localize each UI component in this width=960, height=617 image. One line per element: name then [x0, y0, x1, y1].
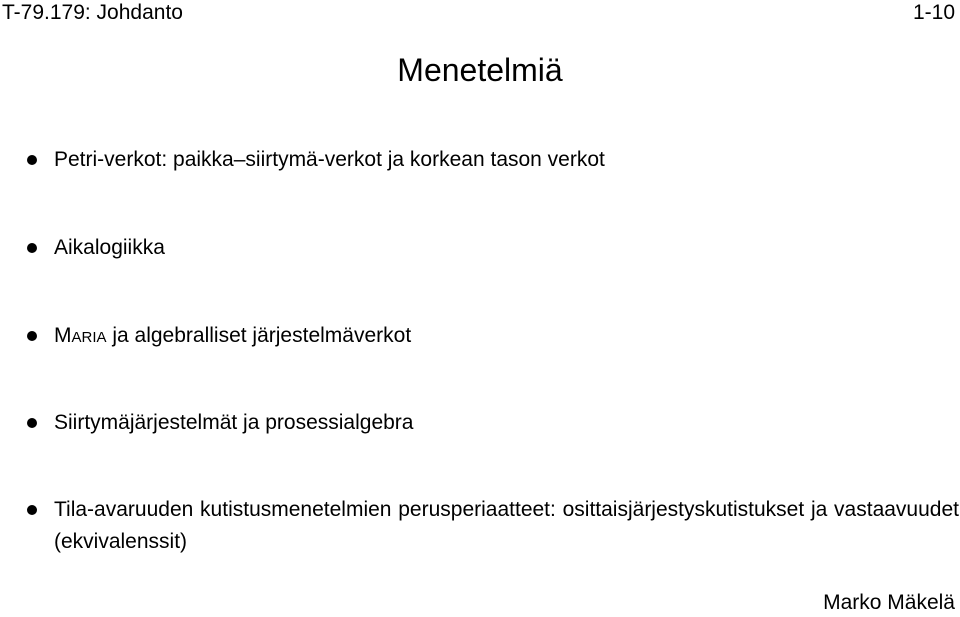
maria-name-initial: M — [54, 324, 72, 347]
bullet-text: Tila-avaruuden kutistusmenetelmien perusperiaatteet: osittaisjärjestyskutistukset ja vastaavuudet (ekvivalenssit) — [54, 498, 959, 553]
maria-name-rest: aria — [71, 324, 107, 347]
bullet-text: Petri-verkot: paikka–siirtymä-verkot ja korkean tason verkot — [54, 148, 605, 171]
bullet-text — [54, 322, 959, 350]
bullet-dot-icon — [27, 418, 37, 428]
maria-rest-text: ja algebralliset järjestelmäverkot — [106, 324, 412, 347]
bullet-text: Aikalogiikka — [54, 236, 165, 259]
bullet-dot-icon — [27, 243, 37, 253]
bullet-text: Siirtymäjärjestelmät ja prosessialgebra — [54, 411, 414, 434]
bullet-dot-icon — [27, 331, 37, 341]
author-name: Marko Mäkelä — [823, 591, 955, 614]
course-title: T-79.179: Johdanto — [2, 1, 183, 24]
slide-number: 1-10 — [912, 1, 955, 24]
slide-title: Menetelmiä — [397, 52, 563, 88]
bullet-dot-icon — [27, 505, 37, 515]
bullet-dot-icon — [27, 155, 37, 165]
